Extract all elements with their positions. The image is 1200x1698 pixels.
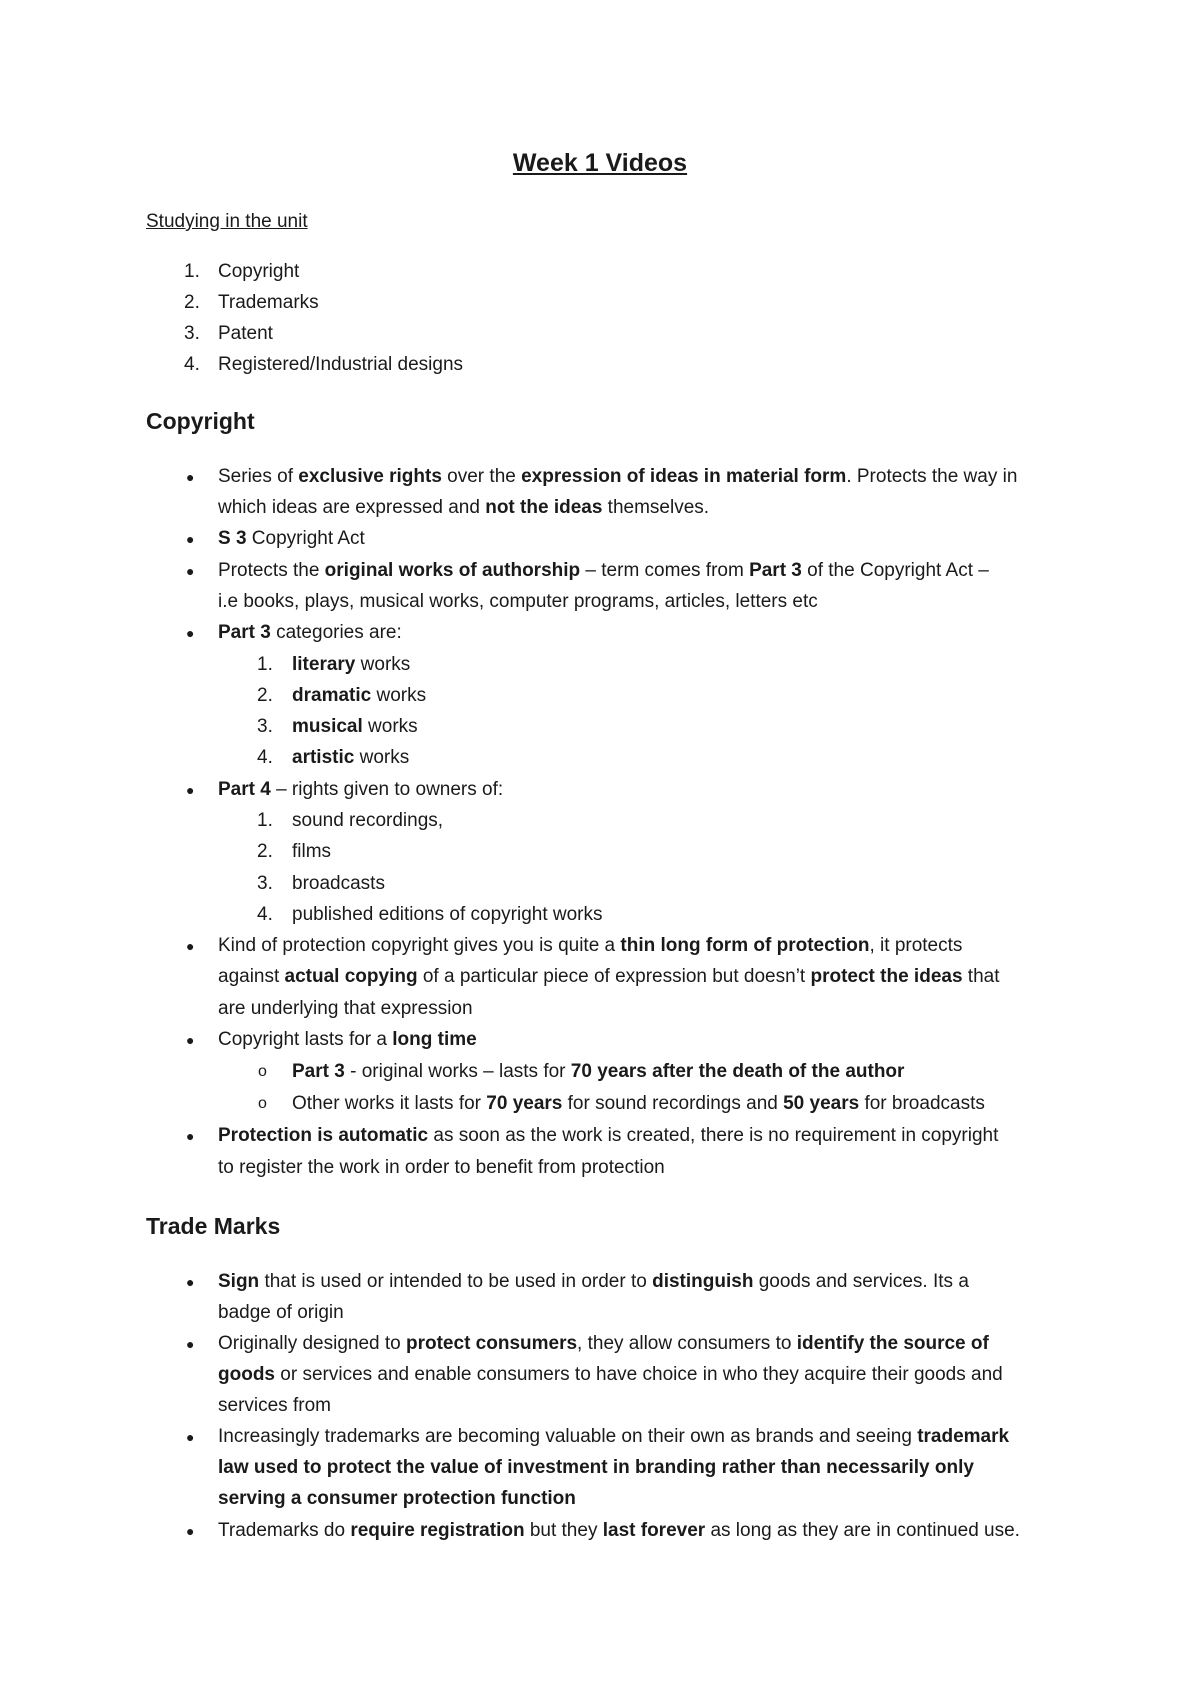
text-run: i.e books, plays, musical works, computer programs, articles, letters etc bbox=[218, 591, 818, 612]
bold-text: distinguish bbox=[652, 1271, 754, 1292]
bold-text: dramatic bbox=[292, 685, 372, 706]
list-number: 3. bbox=[257, 716, 273, 737]
bold-text: thin long form of protection bbox=[620, 935, 870, 956]
text-run: . Protects the way in bbox=[846, 466, 1018, 487]
subheading: Studying in the unit bbox=[146, 211, 308, 232]
section-heading-trademarks: Trade Marks bbox=[146, 1213, 281, 1239]
paragraph-line bbox=[218, 495, 709, 521]
text-run: – rights given to owners of: bbox=[270, 779, 504, 800]
paragraph-line bbox=[218, 1331, 989, 1357]
bullet-icon: ● bbox=[186, 1523, 195, 1539]
text-run: Copyright lasts for a bbox=[218, 1029, 393, 1050]
bullet-icon: ● bbox=[186, 469, 195, 485]
bullet-icon: ● bbox=[186, 531, 195, 547]
text-run: Increasingly trademarks are becoming valuable on their own as brands and seeing bbox=[218, 1426, 918, 1447]
list-number: 1. bbox=[257, 810, 273, 831]
bold-text: not the ideas bbox=[485, 497, 603, 518]
bold-text: Protection is automatic bbox=[218, 1125, 429, 1146]
paragraph-line bbox=[218, 526, 365, 552]
bullet-icon: ● bbox=[186, 938, 195, 954]
paragraph-line bbox=[218, 1424, 1009, 1450]
bullet-icon: ● bbox=[186, 625, 195, 641]
text-run: of a particular piece of expression but doesn’t bbox=[417, 966, 811, 987]
section-heading-copyright: Copyright bbox=[146, 408, 255, 434]
circle-bullet-icon: o bbox=[258, 1095, 267, 1112]
text-run: works bbox=[371, 685, 427, 706]
paragraph-line bbox=[218, 1393, 331, 1419]
list-item: published editions of copyright works bbox=[292, 904, 603, 925]
list-number: 4. bbox=[257, 747, 273, 768]
paragraph-line bbox=[218, 558, 989, 584]
text-run: Protects the bbox=[218, 560, 325, 581]
text-run: are underlying that expression bbox=[218, 998, 473, 1019]
text-run: Copyright Act bbox=[246, 528, 365, 549]
list-item: films bbox=[292, 841, 332, 862]
text-run: which ideas are expressed and bbox=[218, 497, 486, 518]
bold-text: exclusive rights bbox=[298, 466, 442, 487]
text-run: to register the work in order to benefit from protection bbox=[218, 1157, 665, 1178]
bullet-icon: ● bbox=[186, 1274, 195, 1290]
list-item bbox=[292, 714, 418, 740]
text-run: badge of origin bbox=[218, 1302, 344, 1323]
bold-text: musical bbox=[292, 716, 363, 737]
paragraph-line bbox=[218, 1455, 974, 1481]
text-run: Kind of protection copyright gives you is quite a bbox=[218, 935, 621, 956]
text-run: or services and enable consumers to have choice in who they acquire their goods and bbox=[275, 1364, 1003, 1385]
bold-text: Sign bbox=[218, 1271, 260, 1292]
text-run: themselves. bbox=[602, 497, 710, 518]
bullet-icon: ● bbox=[186, 1032, 195, 1048]
bold-text: Part 3 bbox=[218, 622, 271, 643]
list-item: sound recordings, bbox=[292, 810, 444, 831]
text-run: Other works it lasts for bbox=[292, 1093, 487, 1114]
bold-text: protect consumers bbox=[406, 1333, 578, 1354]
list-item: Copyright bbox=[218, 261, 300, 282]
text-run: , they allow consumers to bbox=[577, 1333, 797, 1354]
paragraph-line bbox=[218, 1269, 969, 1295]
text-run: works bbox=[355, 654, 411, 675]
list-number: 3. bbox=[184, 323, 200, 344]
list-number: 2. bbox=[257, 841, 273, 862]
text-run: Series of bbox=[218, 466, 299, 487]
bold-text: literary bbox=[292, 654, 356, 675]
bold-text: require registration bbox=[350, 1520, 525, 1541]
text-run: but they bbox=[524, 1520, 603, 1541]
list-number: 4. bbox=[257, 904, 273, 925]
text-run: Trademarks do bbox=[218, 1520, 351, 1541]
text-run: over the bbox=[441, 466, 522, 487]
bold-text: Part 3 bbox=[749, 560, 802, 581]
list-item bbox=[292, 683, 426, 709]
text-run: goods and services. Its a bbox=[753, 1271, 969, 1292]
bullet-icon: ● bbox=[186, 782, 195, 798]
bold-text: protect the ideas bbox=[810, 966, 963, 987]
bold-text: actual copying bbox=[284, 966, 418, 987]
paragraph-line bbox=[218, 464, 1017, 490]
bold-text: goods bbox=[218, 1364, 275, 1385]
list-item bbox=[292, 652, 410, 678]
paragraph-line bbox=[218, 1486, 576, 1512]
text-run: against bbox=[218, 966, 285, 987]
list-item: Patent bbox=[218, 323, 273, 344]
bullet-icon: ● bbox=[186, 1429, 195, 1445]
paragraph-line bbox=[218, 1027, 477, 1053]
bold-text: serving a consumer protection function bbox=[218, 1488, 576, 1509]
list-item bbox=[292, 745, 409, 771]
list-item: Registered/Industrial designs bbox=[218, 354, 464, 375]
bold-text: Part 4 bbox=[218, 779, 271, 800]
list-item: broadcasts bbox=[292, 873, 385, 894]
text-run: that is used or intended to be used in order to bbox=[259, 1271, 653, 1292]
paragraph-line bbox=[218, 933, 962, 959]
text-run: – term comes from bbox=[580, 560, 750, 581]
paragraph-line bbox=[218, 1123, 998, 1149]
bold-text: last forever bbox=[602, 1520, 706, 1541]
paragraph-line bbox=[218, 1362, 1003, 1388]
page-title: Week 1 Videos bbox=[512, 149, 688, 177]
text-run: Originally designed to bbox=[218, 1333, 406, 1354]
bold-text: original works of authorship bbox=[324, 560, 581, 581]
bullet-icon: ● bbox=[186, 1128, 195, 1144]
paragraph-line bbox=[218, 1518, 1020, 1544]
text-run: as soon as the work is created, there is no requirement in copyright bbox=[428, 1125, 999, 1146]
list-number: 1. bbox=[184, 261, 200, 282]
list-number: 2. bbox=[257, 685, 273, 706]
text-run: works bbox=[354, 747, 410, 768]
bold-text: identify the source of bbox=[796, 1333, 989, 1354]
paragraph-line bbox=[218, 1300, 344, 1326]
text-run: for sound recordings and bbox=[562, 1093, 784, 1114]
paragraph-line bbox=[218, 589, 818, 615]
text-run: services from bbox=[218, 1395, 331, 1416]
list-number: 4. bbox=[184, 354, 200, 375]
bold-text: law used to protect the value of investment in branding rather than necessarily only bbox=[218, 1457, 974, 1478]
bold-text: Part 3 bbox=[292, 1061, 345, 1082]
bullet-icon: ● bbox=[186, 1336, 195, 1352]
text-run: - original works – lasts for bbox=[344, 1061, 571, 1082]
bold-text: expression of ideas in material form bbox=[521, 466, 847, 487]
bold-text: 70 years bbox=[486, 1093, 563, 1114]
list-number: 1. bbox=[257, 654, 273, 675]
circle-bullet-icon: o bbox=[258, 1063, 267, 1080]
text-run: , it protects bbox=[869, 935, 963, 956]
bold-text: trademark bbox=[917, 1426, 1010, 1447]
paragraph-line bbox=[218, 996, 473, 1022]
sub-list-item bbox=[292, 1059, 904, 1085]
bold-text: artistic bbox=[292, 747, 355, 768]
bold-text: long time bbox=[392, 1029, 477, 1050]
text-run: works bbox=[362, 716, 418, 737]
text-run: of the Copyright Act – bbox=[801, 560, 989, 581]
paragraph-line bbox=[218, 777, 503, 803]
text-run: as long as they are in continued use. bbox=[705, 1520, 1020, 1541]
text-run: for broadcasts bbox=[859, 1093, 985, 1114]
paragraph-line bbox=[218, 1155, 665, 1181]
bullet-icon: ● bbox=[186, 563, 195, 579]
bold-text: S 3 bbox=[218, 528, 247, 549]
text-run: categories are: bbox=[270, 622, 402, 643]
paragraph-line bbox=[218, 964, 1000, 990]
bold-text: 70 years after the death of the author bbox=[570, 1061, 905, 1082]
bold-text: 50 years bbox=[783, 1093, 860, 1114]
list-item: Trademarks bbox=[218, 292, 319, 313]
list-number: 3. bbox=[257, 873, 273, 894]
paragraph-line bbox=[218, 620, 402, 646]
list-number: 2. bbox=[184, 292, 200, 313]
sub-list-item bbox=[292, 1091, 985, 1117]
text-run: that bbox=[962, 966, 1000, 987]
